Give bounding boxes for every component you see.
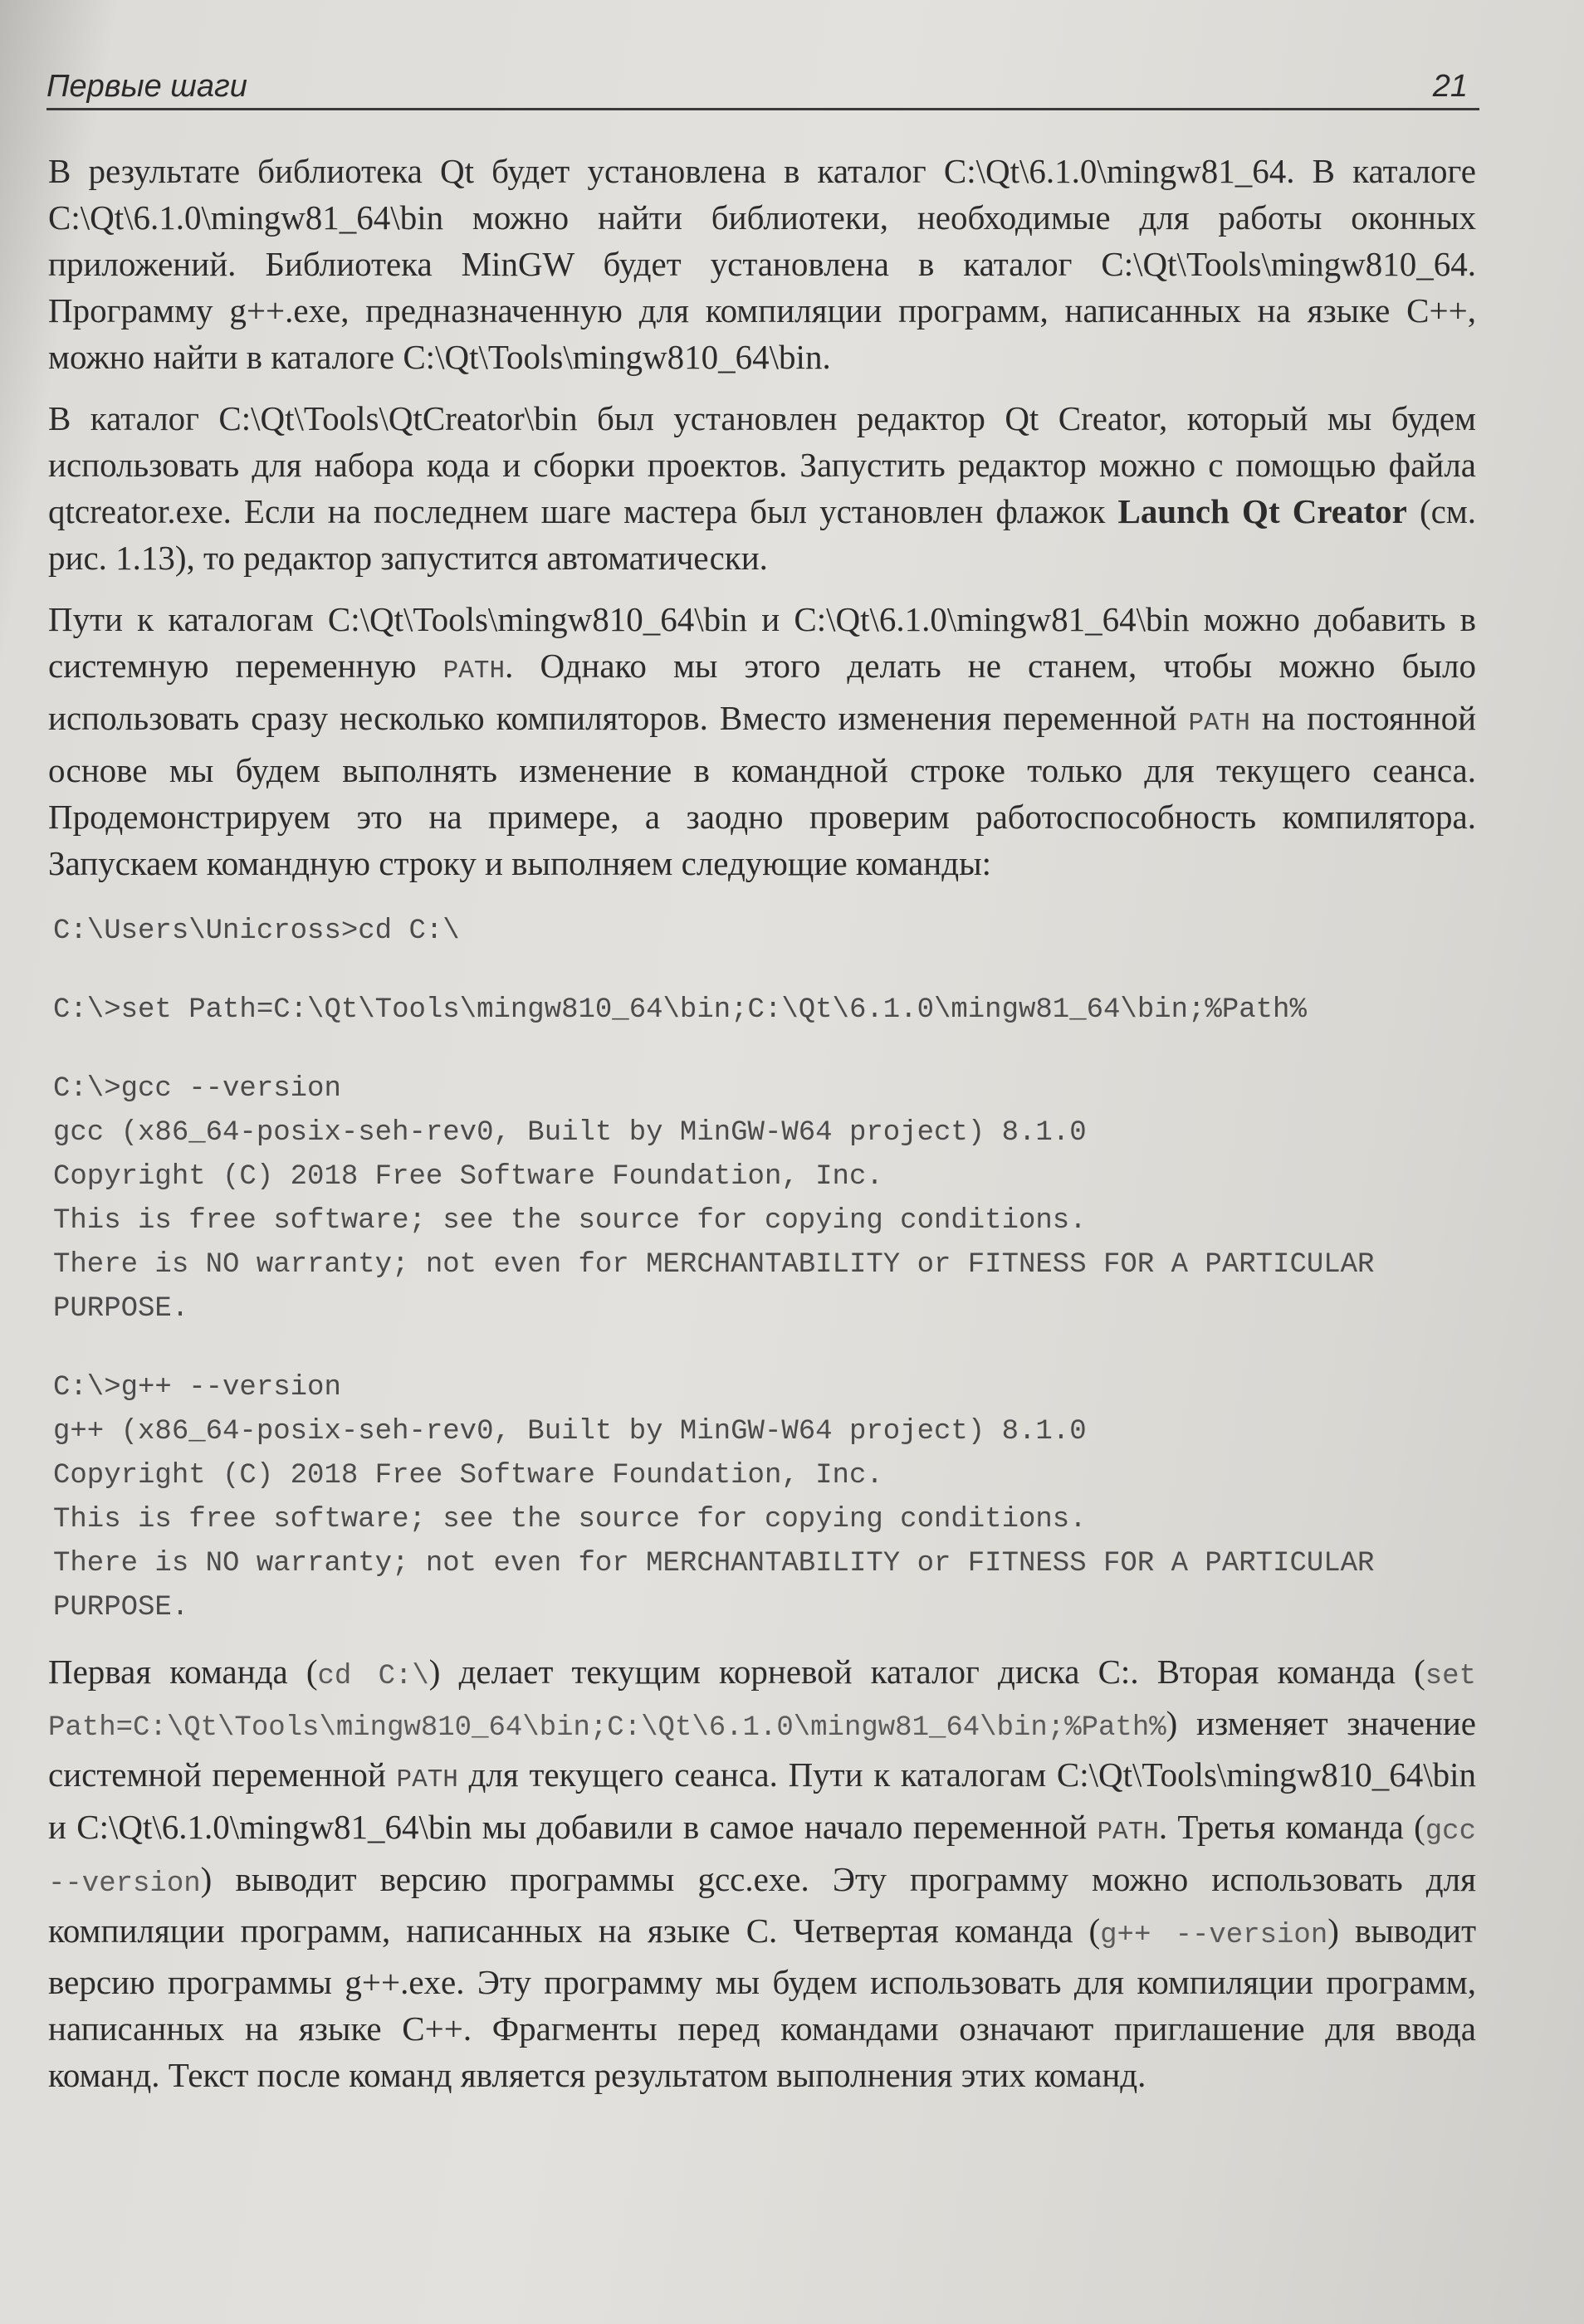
paragraph-text: В каталог C:\Qt\Tools\QtCreator\bin был установлен редактор Qt Creator, который мы будем использовать для набора кода и сборки проектов. Запустить редактор можно с помощью файла qtcreator.exe. Если на последнем шаге мастера был установлен флажок [48, 399, 1476, 530]
path-variable-term: PATH [442, 657, 506, 686]
code-line: gcc (x86_64-posix-seh-rev0, Built by MinGW-W64 project) 8.1.0 [53, 1117, 1087, 1149]
paragraph-path-variable [48, 596, 1476, 886]
paragraph-text: . Третья команда ( [1158, 1808, 1425, 1846]
paragraph-text: Первая команда ( [48, 1653, 318, 1691]
paragraph-text: ) выводит версию программы g++.exe. Эту программу мы будем использовать для компиляции программ, написанных на языке C++. Фрагменты перед командами означают приглашение для ввода команд. Текст после команд является результатом выполнения этих команд. [48, 1911, 1476, 2094]
checkbox-name-launch-qt-creator: Launch Qt Creator [1117, 492, 1407, 530]
path-variable-term: PATH [1188, 709, 1250, 738]
paragraph-text: ) делает текущим корневой каталог диска C:. Вторая команда ( [428, 1653, 1425, 1691]
code-line: There is NO warranty; not even for MERCHANTABILITY or FITNESS FOR A PARTICULAR [53, 1548, 1375, 1579]
paragraph-command-explanation [48, 1648, 1476, 2098]
inline-command: set Path=C:\Qt\Tools\mingw810_64\bin;C:\Qt\6.1.0\mingw81_64\bin;%Path% [48, 1661, 1476, 1744]
console-listing [53, 910, 1476, 1630]
code-line: PURPOSE. [53, 1293, 189, 1325]
code-line: C:\>set Path=C:\Qt\Tools\mingw810_64\bin;C:\Qt\6.1.0\mingw81_64\bin;%Path% [53, 994, 1307, 1026]
running-header [46, 60, 1479, 110]
code-line: C:\>gcc --version [53, 1073, 341, 1105]
paragraph-text: (см. рис. 1.13), то редактор запустится автоматически. [48, 492, 1477, 577]
paragraph-text: . Однако мы этого делать не станем, чтобы можно было использовать сразу несколько компиляторов. Вместо изменения переменной [48, 647, 1476, 737]
path-variable-term: PATH [1097, 1818, 1159, 1847]
code-line: C:\Users\Unicross>cd C:\ [53, 915, 460, 947]
paragraph-text: на постоянной основе мы будем выполнять изменение в командной строке только для текущего сеанса. Продемонстрируем это на примере, а заодно проверим работоспособность компилятора. Запускаем командную строку и выполняем следующие команды: [48, 699, 1477, 882]
code-line: Copyright (C) 2018 Free Software Foundation, Inc. [53, 1460, 883, 1492]
page-body [48, 148, 1476, 2113]
code-line: There is NO warranty; not even for MERCHANTABILITY or FITNESS FOR A PARTICULAR [53, 1249, 1375, 1281]
paragraph-text: Пути к каталогам C:\Qt\Tools\mingw810_64\bin и C:\Qt\6.1.0\mingw81_64\bin можно добавить в системную переменную [48, 600, 1476, 685]
code-line: PURPOSE. [53, 1592, 189, 1623]
paragraph-text: ) выводит версию программы gcc.exe. Эту программу можно использовать для компиляции программ, написанных на языке C. Четвертая команда ( [48, 1860, 1476, 1950]
code-line: This is free software; see the source for copying conditions. [53, 1205, 1087, 1237]
code-line: g++ (x86_64-posix-seh-rev0, Built by MinGW-W64 project) 8.1.0 [53, 1416, 1087, 1448]
page-number: 21 [1432, 69, 1468, 104]
inline-command: g++ --version [1100, 1920, 1328, 1951]
paragraph-text: ) изменяет значение системной переменной [48, 1704, 1476, 1794]
code-line: C:\>g++ --version [53, 1372, 341, 1404]
inline-command: cd C:\ [317, 1661, 429, 1692]
code-line: Copyright (C) 2018 Free Software Foundation, Inc. [53, 1161, 883, 1193]
paragraph-text: для текущего сеанса. Пути к каталогам C:\Qt\Tools\mingw810_64\bin и C:\Qt\6.1.0\mingw81_64\bin мы добавили в самое начало переменной [48, 1755, 1476, 1846]
path-variable-term: PATH [396, 1765, 458, 1794]
inline-command: gcc --version [48, 1816, 1476, 1900]
chapter-title: Первые шаги [46, 69, 247, 104]
code-line: This is free software; see the source for copying conditions. [53, 1504, 1087, 1536]
paragraph-qt-creator [48, 395, 1476, 581]
paragraph-install-location: В результате библиотека Qt будет установлена в каталог C:\Qt\6.1.0\mingw81_64. В каталоге C:\Qt\6.1.0\mingw81_64\bin можно найти библиотеки, необходимые для работы оконных приложений. Библиотека MinGW будет установлена в каталог C:\Qt\Tools\mingw810_64. Программу g++.exe, предназначенную для компиляции программ, написанных на языке C++, можно найти в каталоге C:\Qt\Tools\mingw810_64\bin. [48, 152, 1476, 376]
